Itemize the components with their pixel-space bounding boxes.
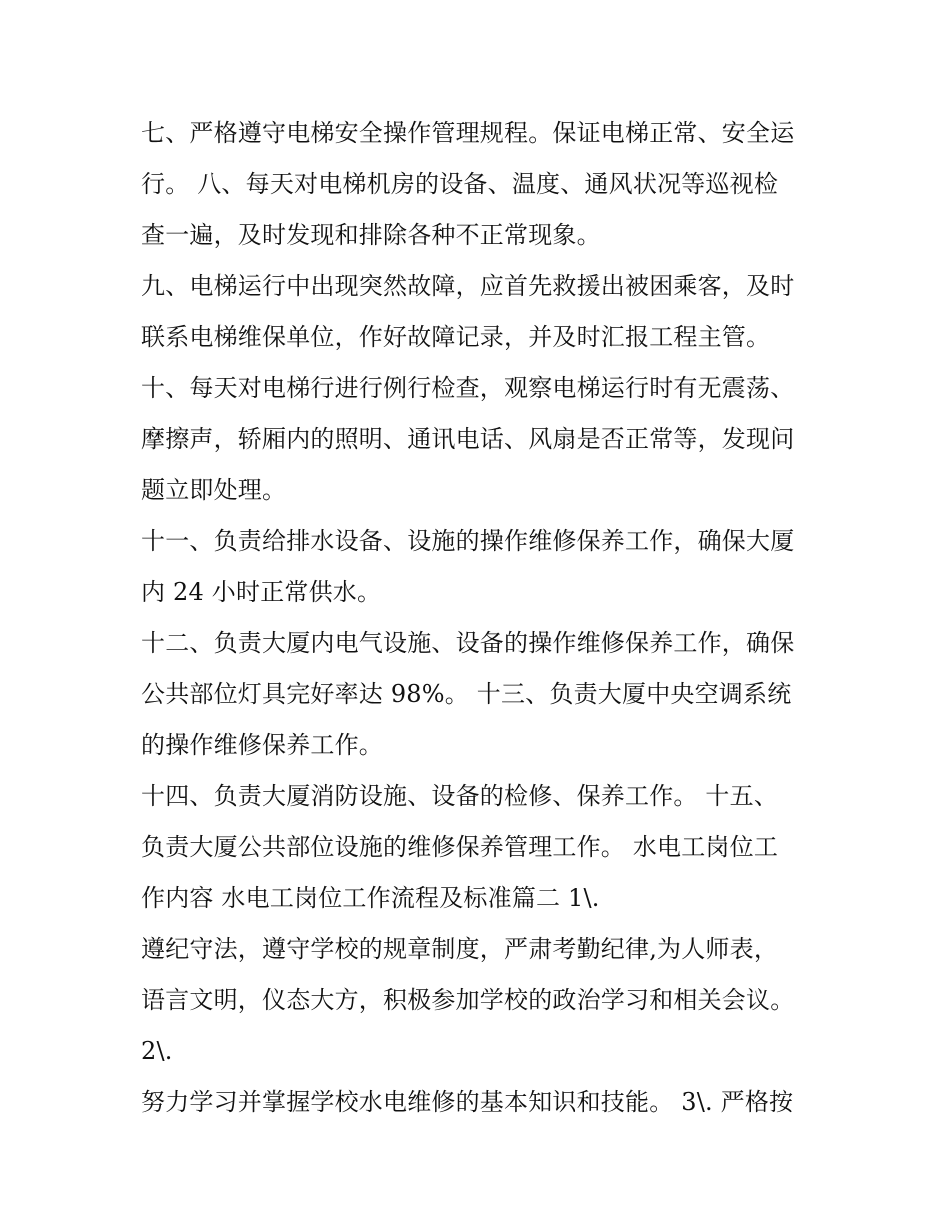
text-line: 2\. <box>141 1037 173 1065</box>
text-line: 十、每天对电梯行进行例行检查，观察电梯运行时有无震荡、 <box>141 374 795 402</box>
text-line: 语言文明，仪态大方，积极参加学校的政治学习和相关会议。 <box>141 986 795 1014</box>
text-line: 七、严格遵守电梯安全操作管理规程。保证电梯正常、安全运 <box>141 119 795 147</box>
text-line: 十四、负责大厦消防设施、设备的检修、保养工作。 十五、 <box>141 782 779 810</box>
text-line: 负责大厦公共部位设施的维修保养管理工作。 水电工岗位工 <box>141 833 779 861</box>
text-line: 内 24 小时正常供水。 <box>141 578 382 606</box>
text-line: 摩擦声，轿厢内的照明、通讯电话、风扇是否正常等，发现问 <box>141 425 795 453</box>
text-line: 联系电梯维保单位，作好故障记录，并及时汇报工程主管。 <box>141 323 771 351</box>
text-line: 九、电梯运行中出现突然故障，应首先救援出被困乘客，及时 <box>141 272 795 300</box>
text-line: 公共部位灯具完好率达 98%。 十三、负责大厦中央空调系统 <box>141 680 792 708</box>
text-line: 的操作维修保养工作。 <box>141 731 383 759</box>
document-body <box>141 108 821 1128</box>
text-line: 查一遍，及时发现和排除各种不正常现象。 <box>141 221 601 249</box>
text-line: 努力学习并掌握学校水电维修的基本知识和技能。 3\. 严格按 <box>141 1088 794 1116</box>
text-line: 遵纪守法，遵守学校的规章制度，严肃考勤纪律,为人师表， <box>141 935 779 963</box>
text-line: 题立即处理。 <box>141 476 287 504</box>
text-line: 十一、负责给排水设备、设施的操作维修保养工作，确保大厦 <box>141 527 795 555</box>
text-line: 行。 八、每天对电梯机房的设备、温度、通风状况等巡视检 <box>141 170 779 198</box>
text-line: 十二、负责大厦内电气设施、设备的操作维修保养工作，确保 <box>141 629 795 657</box>
text-line: 作内容 水电工岗位工作流程及标准篇二 1\. <box>141 884 600 912</box>
